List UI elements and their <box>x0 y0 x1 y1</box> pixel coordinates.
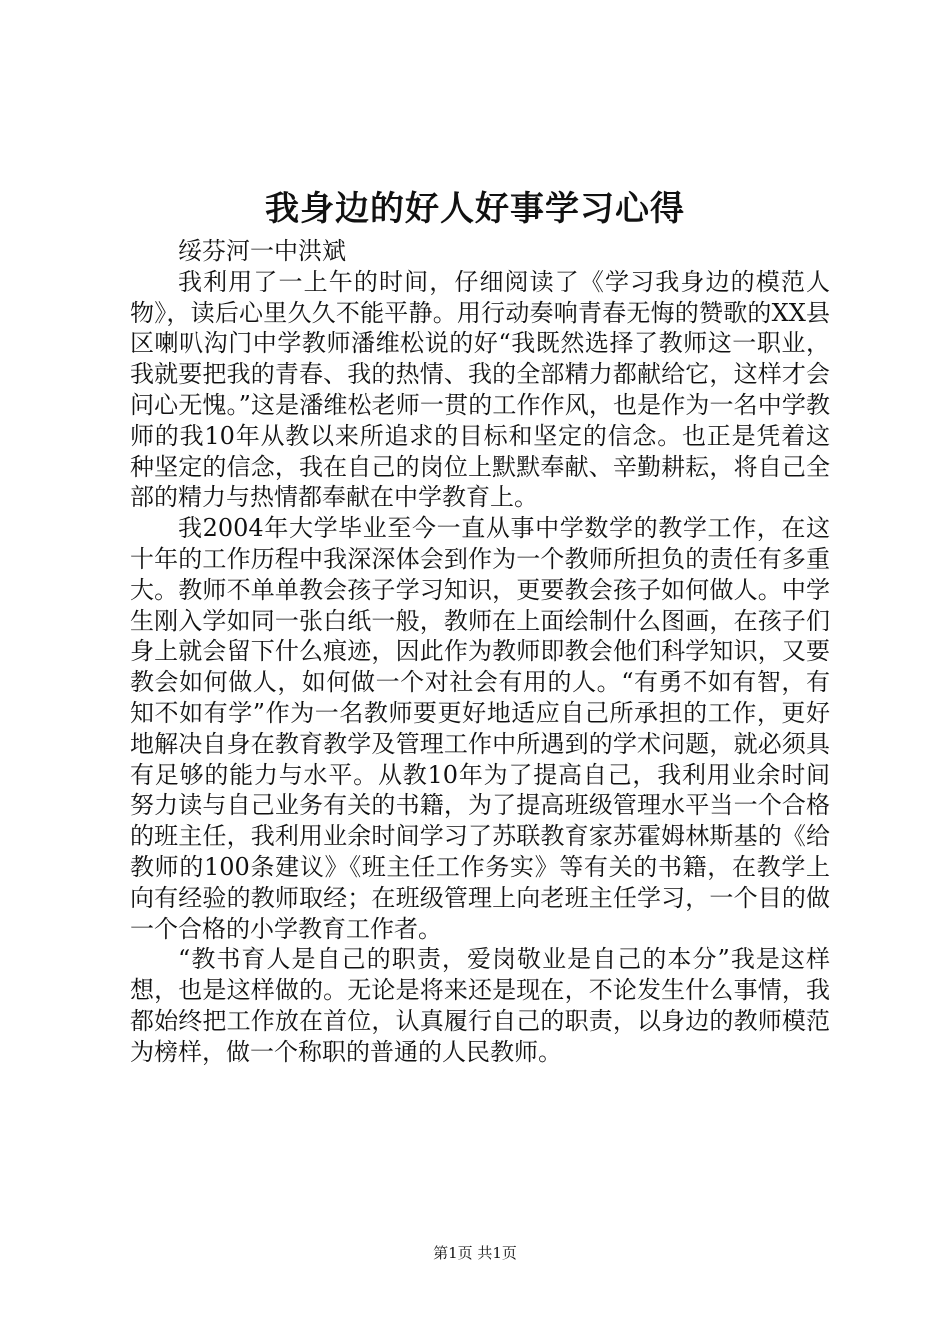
document-title: 我身边的好人好事学习心得 <box>265 189 685 229</box>
author-line: 绥芬河一中洪斌 <box>178 237 346 265</box>
paragraph-3: “教书育人是自己的职责，爱岗敬业是自己的本分”我是这样想，也是这样做的。无论是将来还是现在，不论发生什么事情，我都始终把工作放在首位，认真履行自己的职责，以身边的教师模范为榜样，做一个称职的普通的人民教师。 <box>130 945 830 1066</box>
document-body <box>130 236 830 1068</box>
paragraph-2: 我2004年大学毕业至今一直从事中学数学的教学工作，在这十年的工作历程中我深深体会到作为一个教师所担负的责任有多重大。教师不单单教会孩子学习知识，更要教会孩子如何做人。中学生刚入学如同一张白纸一般，教师在上面绘制什么图画，在孩子们身上就会留下什么痕迹，因此作为教师即教会他们科学知识，又要教会如何做人，如何做一个对社会有用的人。“有勇不如有智，有知不如有学”作为一名教师要更好地适应自己所承担的工作，更好地解决自身在教育教学及管理工作中所遇到的学术问题，就必须具有足够的能力与水平。从教10年为了提高自己，我利用业余时间努力读与自己业务有关的书籍，为了提高班级管理水平当一个合格的班主任，我利用业余时间学习了苏联教育家苏霍姆林斯基的《给教师的100条建议》《班主任工作务实》等有关的书籍，在教学上向有经验的教师取经；在班级管理上向老班主任学习，一个目的做一个合格的小学教育工作者。 <box>130 514 830 943</box>
paragraph-1: 我利用了一上午的时间，仔细阅读了《学习我身边的模范人物》，读后心里久久不能平静。用行动奏响青春无悔的赞歌的XX县区喇叭沟门中学教师潘维松说的好“我既然选择了教师这一职业，我就要把我的青春、我的热情、我的全部精力都献给它，这样才会问心无愧。”这是潘维松老师一贯的工作作风，也是作为一名中学教师的我10年从教以来所追求的目标和坚定的信念。也正是凭着这种坚定的信念，我在自己的岗位上默默奉献、辛勤耕耘，将自己全部的精力与热情都奉献在中学教育上。 <box>130 267 830 512</box>
page-footer: 第1页 共1页 <box>433 1244 517 1262</box>
